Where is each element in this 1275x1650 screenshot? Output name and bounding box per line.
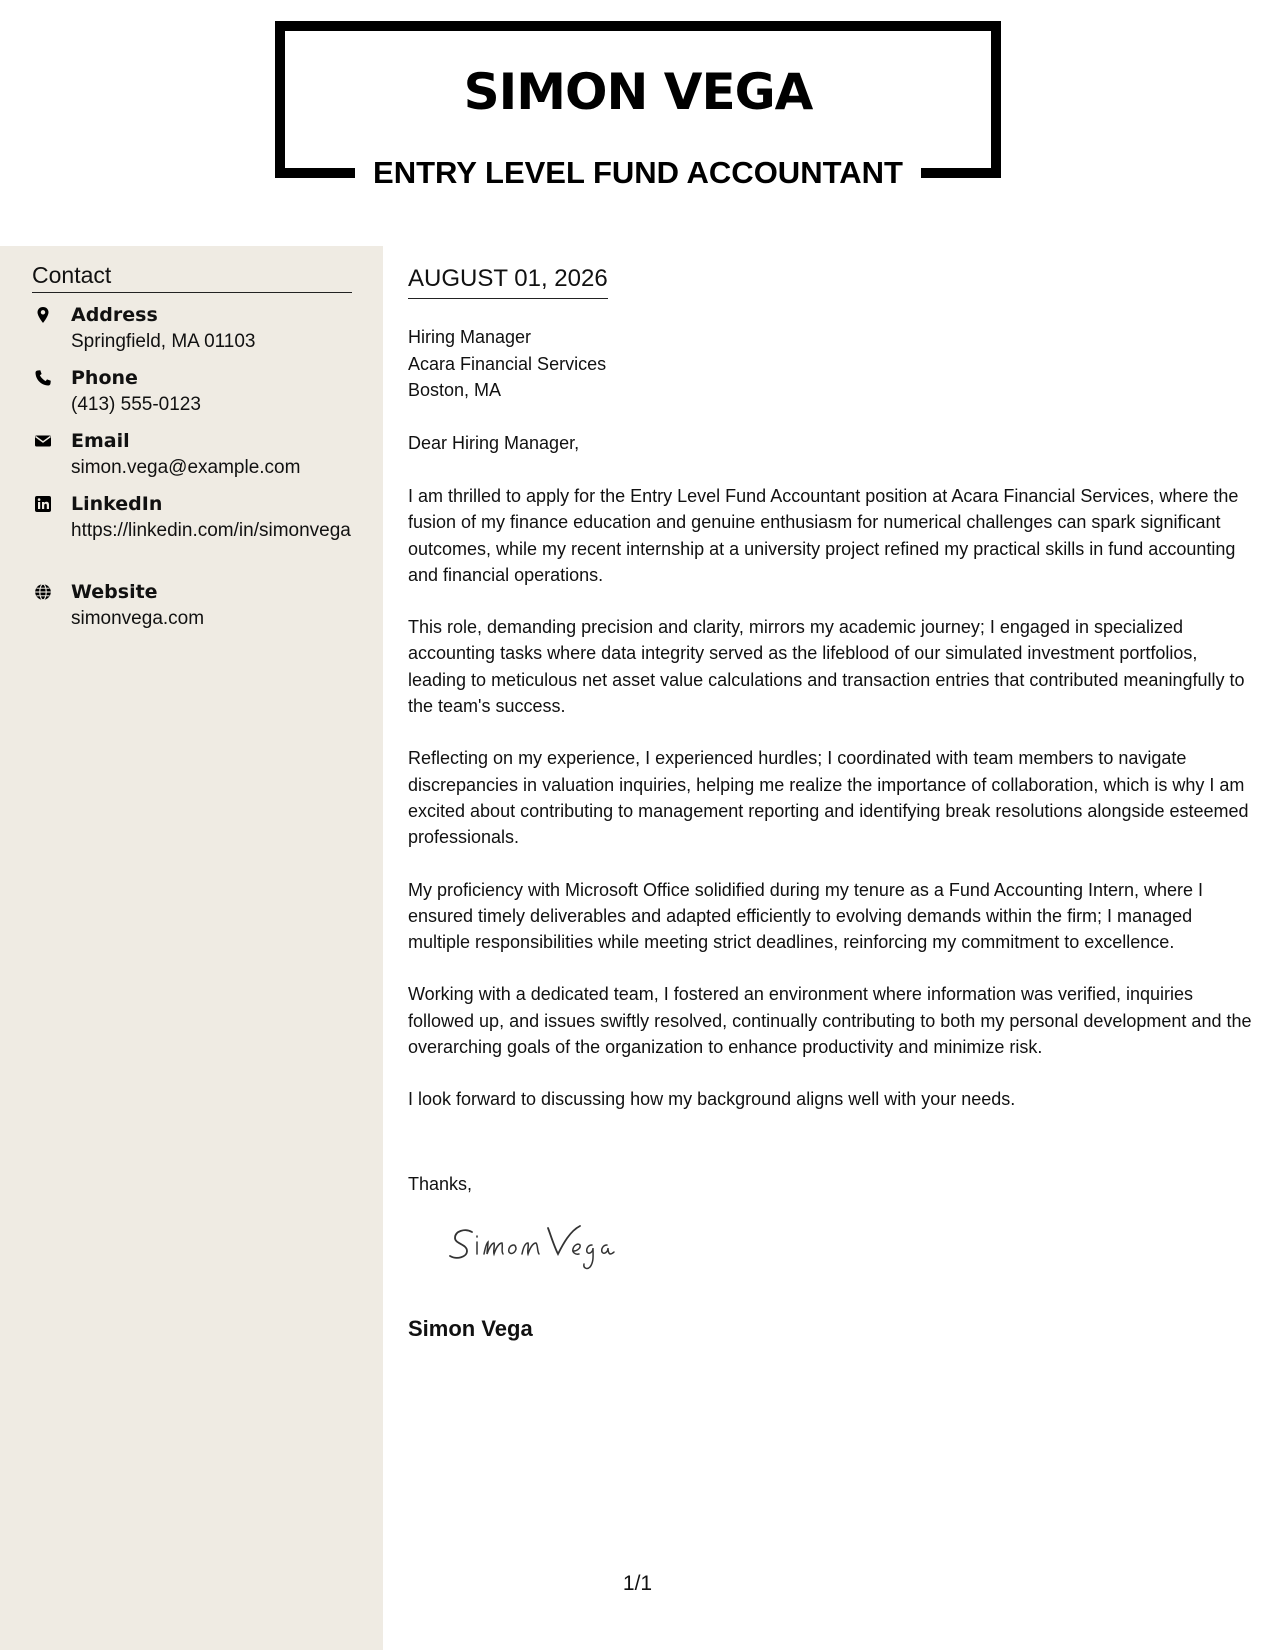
closing: Thanks,: [408, 1174, 473, 1194]
phone-label: Phone: [71, 367, 138, 389]
contact-sidebar: [0, 246, 383, 1650]
email-label: Email: [71, 430, 130, 452]
body-paragraph: I am thrilled to apply for the Entry Level Fund Accountant position at Acara Financial Services, where the fusion of my finance education and genuine enthusiasm for numerical challenges can spark significant outcomes, while my recent internship at a university project refined my practical skills in fund accounting and financial operations.: [408, 486, 1239, 585]
candidate-name: SIMON VEGA: [463, 63, 813, 121]
body-paragraph: My proficiency with Microsoft Office solidified during my tenure as a Fund Accounting Intern, where I ensured timely deliverables and adapted efficiently to evolving demands within the firm; I managed multiple responsibilities while meeting strict deadlines, reinforcing my commitment to excellence.: [408, 879, 1204, 953]
website-label: Website: [71, 581, 158, 603]
letter-date: AUGUST 01, 2026: [408, 265, 608, 299]
address-label: Address: [71, 304, 158, 326]
recipient-block: [408, 324, 606, 404]
email-value: simon.vega@example.com: [71, 457, 301, 478]
recipient-location: Boston, MA: [408, 380, 502, 400]
globe-icon: [34, 583, 52, 601]
phone-icon: [34, 369, 52, 387]
recipient-name: Hiring Manager: [408, 327, 532, 347]
envelope-icon: [34, 432, 52, 450]
address-value: Springfield, MA 01103: [71, 331, 256, 352]
linkedin-icon: [34, 495, 52, 513]
letter-paragraphs: [408, 483, 1253, 1139]
signer-name: Simon Vega: [408, 1316, 533, 1341]
body-paragraph: I look forward to discussing how my background aligns well with your needs.: [408, 1089, 1016, 1110]
handwritten-signature: [444, 1214, 644, 1274]
map-marker-icon: [34, 306, 52, 324]
website-value: simonvega.com: [71, 608, 205, 629]
recipient-company: Acara Financial Services: [408, 353, 607, 374]
salutation: Dear Hiring Manager,: [408, 433, 580, 453]
body-paragraph: Reflecting on my experience, I experienced hurdles; I coordinated with team members to navigate discrepancies in valuation inquiries, helping me realize the importance of collaboration, which is why I am excited about contributing to management reporting and identifying break resolutions alongside esteemed professionals.: [408, 748, 1249, 848]
phone-value: (413) 555-0123: [71, 394, 201, 415]
linkedin-label: LinkedIn: [71, 493, 163, 515]
body-paragraph: This role, demanding precision and clarity, mirrors my academic journey; I engaged in specialized accounting tasks where data integrity served as the lifeblood of our simulated investment portfolios, leading to meticulous net asset value calculations and transaction entries that contributed meaningfully to the team's success.: [408, 617, 1245, 717]
frame-top-border: [275, 21, 1001, 31]
page-number: 1/1: [622, 1572, 653, 1595]
body-paragraph: Working with a dedicated team, I fostered an environment where information was verified, inquiries followed up, and issues swiftly resolved, continually contributing to both my personal development and the overarching goals of the organization to enhance productivity and minimize risk.: [408, 984, 1252, 1058]
job-title: ENTRY LEVEL FUND ACCOUNTANT: [373, 155, 903, 190]
linkedin-value: https://linkedin.com/in/simonvega: [71, 520, 351, 541]
contact-heading: Contact: [32, 262, 352, 293]
